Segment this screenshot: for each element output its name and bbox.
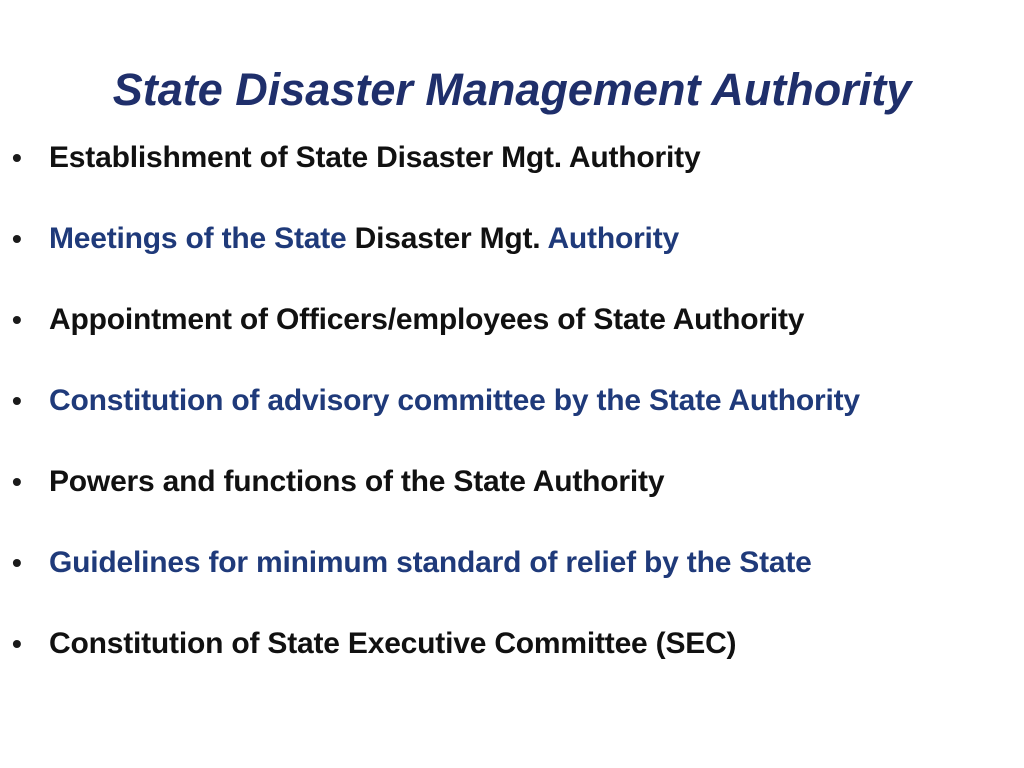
- bullet-icon: •: [12, 304, 22, 335]
- bullet-text: [49, 299, 804, 341]
- bullet-text-segment: Constitution of advisory committee by the State Authority: [49, 384, 860, 417]
- bullet-item-establishment: [0, 137, 1024, 218]
- bullet-text-segment: Appointment of Officers/employees of State Authority: [49, 303, 805, 336]
- bullet-icon: •: [12, 547, 22, 578]
- slide-title: State Disaster Management Authority: [112, 64, 912, 115]
- bullet-text-segment: Authority: [547, 222, 679, 255]
- bullet-text: [49, 542, 812, 584]
- bullet-icon: •: [12, 142, 22, 173]
- bullet-item-guidelines-relief: [0, 542, 1024, 623]
- bullet-text-segment: Disaster Mgt.: [354, 222, 548, 255]
- bullet-item-meetings: [0, 218, 1024, 299]
- bullet-item-appointment: [0, 299, 1024, 380]
- bullet-text: [49, 137, 700, 179]
- bullet-text-segment: Establishment of State Disaster Mgt. Authority: [49, 141, 701, 174]
- bullet-icon: •: [12, 223, 22, 254]
- bullet-item-sec: [0, 623, 1024, 704]
- bullet-text-segment: Guidelines for minimum standard of relief by the State: [49, 546, 812, 579]
- bullet-icon: •: [12, 385, 22, 416]
- bullet-text-segment: Powers and functions of the State Authority: [49, 465, 665, 498]
- bullet-text: [49, 218, 679, 260]
- bullet-list: [0, 137, 1024, 704]
- bullet-text-segment: Constitution of State Executive Committee (SEC): [49, 627, 737, 660]
- bullet-text-segment: Meetings of the State: [49, 222, 355, 255]
- bullet-text: [49, 380, 860, 422]
- bullet-icon: •: [12, 628, 22, 659]
- bullet-icon: •: [12, 466, 22, 497]
- bullet-item-advisory-committee: [0, 380, 1024, 461]
- bullet-text: [49, 461, 664, 503]
- bullet-text: [49, 623, 736, 665]
- bullet-item-powers-functions: [0, 461, 1024, 542]
